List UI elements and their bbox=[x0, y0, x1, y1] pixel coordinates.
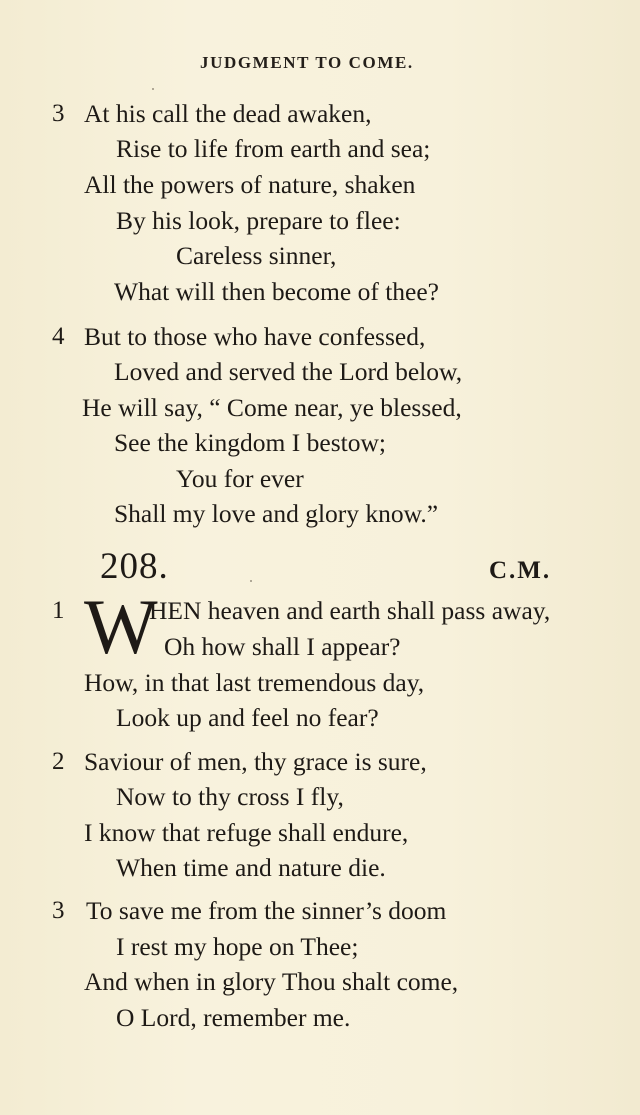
verse-line: You for ever bbox=[176, 464, 304, 493]
verse-line: Look up and feel no fear? bbox=[116, 703, 379, 732]
verse-line: I rest my hope on Thee; bbox=[116, 932, 359, 961]
verse-line: But to those who have confessed, bbox=[84, 322, 426, 351]
verse-line: By his look, prepare to flee: bbox=[116, 206, 401, 235]
verse-line: To save me from the sinner’s doom bbox=[86, 896, 447, 925]
verse-line: Shall my love and glory know.” bbox=[114, 499, 439, 528]
verse-line: See the kingdom I bestow; bbox=[114, 428, 386, 457]
verse-line: O Lord, remember me. bbox=[116, 1003, 351, 1032]
verse-line: Loved and served the Lord below, bbox=[114, 357, 463, 386]
hymn-meter: C.M. bbox=[489, 557, 552, 584]
verse-line: All the powers of nature, shaken bbox=[84, 170, 416, 199]
paper-speck bbox=[250, 580, 252, 582]
verse-line: When time and nature die. bbox=[116, 853, 386, 882]
verse-number: 4 bbox=[52, 323, 65, 350]
verse-line: And when in glory Thou shalt come, bbox=[84, 967, 459, 996]
verse-line: Rise to life from earth and sea; bbox=[116, 134, 431, 163]
verse-number: 3 bbox=[52, 897, 65, 924]
hymn-number: 208. bbox=[100, 546, 169, 587]
verse-line: He will say, “ Come near, ye blessed, bbox=[82, 393, 462, 422]
verse-line: I know that refuge shall endure, bbox=[84, 818, 409, 847]
running-header: JUDGMENT TO COME. bbox=[200, 53, 414, 72]
verse-line: Now to thy cross I fly, bbox=[116, 782, 344, 811]
verse-line: At his call the dead awaken, bbox=[84, 99, 372, 128]
verse-number: 3 bbox=[52, 100, 65, 127]
paper-speck bbox=[152, 88, 154, 90]
verse-line: Oh how shall I appear? bbox=[164, 632, 401, 661]
verse-line: What will then become of thee? bbox=[114, 277, 439, 306]
verse-number: 1 bbox=[52, 597, 65, 624]
verse-line: Careless sinner, bbox=[176, 241, 337, 270]
verse-number: 2 bbox=[52, 748, 65, 775]
drop-cap: W bbox=[84, 583, 158, 670]
verse-line: HEN heaven and earth shall pass away, bbox=[149, 596, 551, 625]
verse-line: Saviour of men, thy grace is sure, bbox=[84, 747, 427, 776]
verse-line: How, in that last tremendous day, bbox=[84, 668, 425, 697]
